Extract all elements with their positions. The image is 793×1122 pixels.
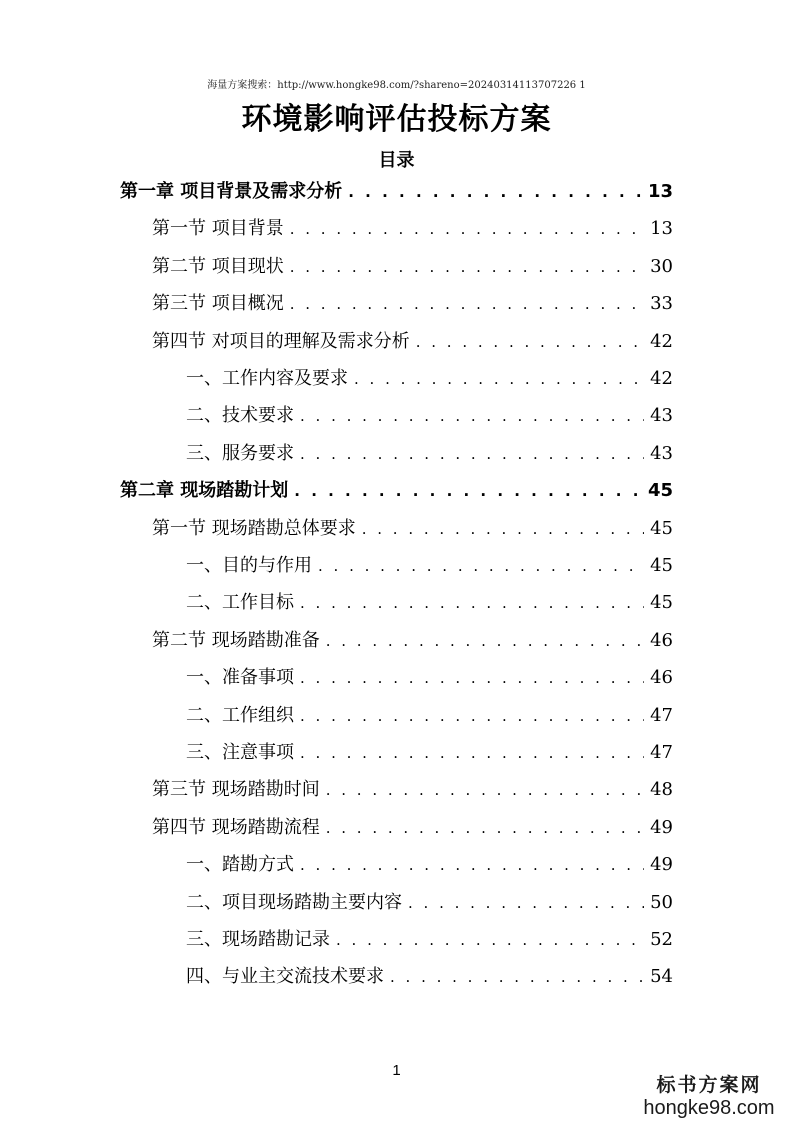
toc-leader-dots — [416, 324, 644, 360]
toc-entry-label: 第四节 对项目的理解及需求分析 — [152, 330, 410, 352]
toc-entry[interactable] — [186, 398, 673, 434]
toc-leader-dots — [348, 174, 642, 210]
page-number: 1 — [392, 1062, 401, 1079]
toc-entry-page: 43 — [650, 442, 673, 464]
toc-entry-label: 二、工作组织 — [186, 704, 294, 726]
toc-entry-label: 第三节 现场踏勘时间 — [152, 779, 320, 801]
toc-entry-page: 45 — [650, 555, 673, 576]
toc-entry[interactable] — [186, 585, 673, 621]
toc-entry-page: 49 — [650, 854, 673, 876]
toc-title: 目录 — [378, 150, 415, 171]
toc-entry-label: 第一节 现场踏勘总体要求 — [152, 517, 356, 539]
toc-entry-label: 三、注意事项 — [186, 742, 294, 763]
toc-entry-label: 第二章 现场踏勘计划 — [120, 480, 289, 502]
toc-entry[interactable] — [186, 922, 673, 958]
toc-entry-page: 33 — [650, 293, 673, 315]
toc-entry-page: 30 — [650, 255, 673, 277]
toc-leader-dots — [300, 436, 644, 472]
toc-entry-label: 一、目的与作用 — [186, 555, 312, 576]
toc-entry-page: 47 — [650, 704, 673, 726]
document-title: 环境影响评估投标方案 — [241, 102, 552, 137]
toc-entry-page: 45 — [647, 480, 673, 502]
toc-leader-dots — [290, 211, 644, 247]
toc-entry-page: 47 — [650, 742, 673, 763]
toc-entry-label: 二、项目现场踏勘主要内容 — [186, 891, 402, 913]
toc-leader-dots — [326, 810, 644, 846]
toc-entry-label: 二、技术要求 — [186, 405, 294, 427]
toc-entry-page: 54 — [650, 966, 673, 988]
toc-entry-page: 45 — [650, 592, 673, 614]
toc-entry-label: 三、现场踏勘记录 — [186, 929, 330, 950]
toc-leader-dots — [300, 660, 644, 696]
watermark-en-text: hongke98.com — [643, 1097, 775, 1119]
toc-entry-label: 第一节 项目背景 — [152, 218, 284, 240]
toc-entry[interactable] — [186, 847, 673, 883]
toc-entry-page: 46 — [650, 629, 673, 651]
toc-entry-page: 49 — [650, 816, 673, 838]
toc-leader-dots — [300, 585, 644, 621]
toc-entry-label: 第二节 现场踏勘准备 — [152, 629, 320, 651]
toc-leader-dots — [362, 511, 644, 547]
toc-entry[interactable] — [186, 959, 673, 995]
toc-entry-label: 一、踏勘方式 — [186, 854, 294, 876]
toc-leader-dots — [300, 735, 644, 771]
toc-entry[interactable] — [186, 698, 673, 734]
toc-entry[interactable] — [152, 623, 673, 659]
toc-entry[interactable] — [186, 548, 673, 584]
toc-leader-dots — [326, 772, 644, 808]
toc-entry[interactable] — [152, 286, 673, 322]
toc-leader-dots — [390, 959, 644, 995]
toc-entry-label: 一、工作内容及要求 — [186, 368, 348, 389]
toc-entry-page: 42 — [650, 368, 673, 389]
toc-leader-dots — [290, 286, 644, 322]
toc-entry-chapter-2[interactable] — [120, 473, 673, 509]
site-watermark-logo — [639, 1070, 779, 1120]
toc-entry-page: 13 — [650, 218, 673, 240]
toc-leader-dots — [294, 473, 642, 509]
toc-entry-label: 三、服务要求 — [186, 442, 294, 464]
toc-entry-page: 52 — [650, 929, 673, 950]
toc-entry[interactable] — [152, 324, 673, 360]
toc-entry-label: 第三节 项目概况 — [152, 293, 284, 315]
toc-entry-page: 50 — [650, 891, 673, 913]
toc-entry-page: 48 — [650, 779, 673, 801]
toc-leader-dots — [408, 885, 644, 921]
toc-leader-dots — [300, 698, 644, 734]
toc-entry-label: 第二节 项目现状 — [152, 255, 284, 277]
toc-leader-dots — [354, 361, 644, 397]
toc-entry[interactable] — [152, 511, 673, 547]
toc-entry[interactable] — [152, 810, 673, 846]
header-search-note: 海量方案搜索：http://www.hongke98.com/?shareno=20240314113707226 1 — [207, 80, 586, 91]
toc-entry-page: 13 — [647, 181, 673, 202]
toc-entry-page: 42 — [650, 330, 673, 352]
toc-entry[interactable] — [186, 885, 673, 921]
toc-entry-label: 四、与业主交流技术要求 — [186, 966, 384, 988]
toc-entry-label: 二、工作目标 — [186, 592, 294, 614]
toc-leader-dots — [290, 249, 644, 285]
toc-entry-page: 45 — [650, 517, 673, 539]
toc-leader-dots — [336, 922, 644, 958]
toc-entry[interactable] — [186, 361, 673, 397]
toc-entry-page: 43 — [650, 405, 673, 427]
toc-entry-chapter-1[interactable] — [120, 174, 673, 210]
watermark-cn-text: 标书方案网 — [656, 1074, 762, 1096]
toc-entry[interactable] — [186, 660, 673, 696]
toc-entry-page: 46 — [650, 667, 673, 689]
toc-entry-label: 第一章 项目背景及需求分析 — [120, 181, 343, 202]
toc-entry-label: 一、准备事项 — [186, 667, 294, 689]
toc-entry[interactable] — [152, 772, 673, 808]
toc-leader-dots — [300, 847, 644, 883]
toc-leader-dots — [300, 398, 644, 434]
toc-entry[interactable] — [186, 436, 673, 472]
toc-entry[interactable] — [186, 735, 673, 771]
toc-entry-label: 第四节 现场踏勘流程 — [152, 816, 320, 838]
toc-entry[interactable] — [152, 211, 673, 247]
toc-entry[interactable] — [152, 249, 673, 285]
toc-leader-dots — [318, 548, 644, 584]
toc-leader-dots — [326, 623, 644, 659]
